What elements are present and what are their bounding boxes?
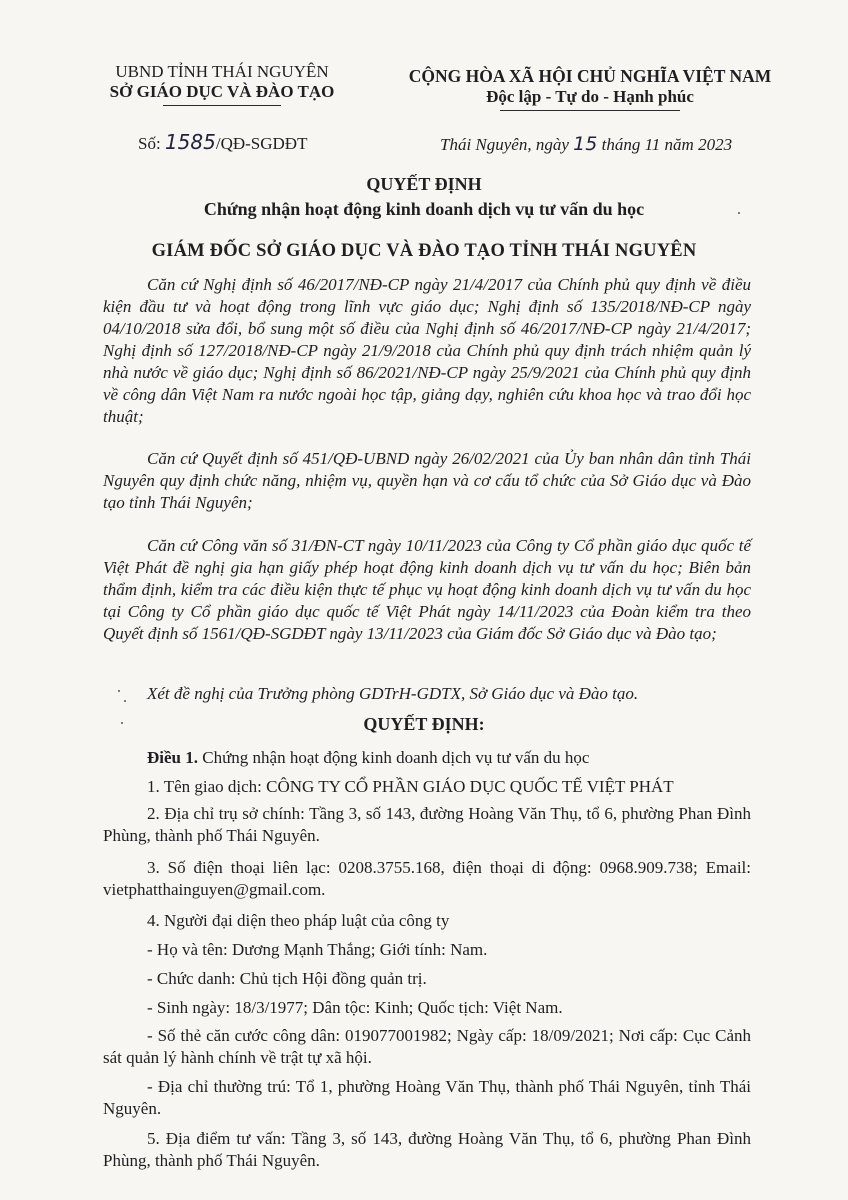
article-1: Điều 1. Chứng nhận hoạt động kinh doanh dịch vụ tư vấn du học xyxy=(147,748,590,767)
scan-speck xyxy=(118,690,120,692)
document-subtitle: Chứng nhận hoạt động kinh doanh dịch vụ tư vấn du học xyxy=(203,199,645,219)
national-motto: Độc lập - Tự do - Hạnh phúc xyxy=(486,87,694,106)
preamble-paragraph: Căn cứ Quyết định số 451/QĐ-UBND ngày 26/02/2021 của Ủy ban nhân dân tỉnh Thái Nguyên quy định chức năng, nhiệm vụ, quyền hạn và cơ cấu tổ chức của Sở Giáo dục và Đào tạo tỉnh Thái Nguyên; xyxy=(103,449,751,512)
header-underline-right xyxy=(500,110,680,111)
article-item: - Địa chỉ thường trú: Tổ 1, phường Hoàng Văn Thụ, thành phố Thái Nguyên, tỉnh Thái Nguyên. xyxy=(103,1077,751,1118)
scan-speck xyxy=(738,212,740,214)
handwritten-number: 1585 xyxy=(164,130,216,154)
handwritten-day: 15 xyxy=(573,133,598,155)
article-item: 4. Người đại diện theo pháp luật của công ty xyxy=(147,911,450,930)
article-item: 3. Số điện thoại liên lạc: 0208.3755.168, điện thoại di động: 0968.909.738; Email: vietphatthainguyen@gmail.com. xyxy=(103,858,751,899)
article-item: 5. Địa điểm tư vấn: Tầng 3, số 143, đường Hoàng Văn Thụ, tổ 6, phường Phan Đình Phùng, thành phố Thái Nguyên. xyxy=(103,1129,751,1170)
document-title: QUYẾT ĐỊNH xyxy=(366,174,482,194)
preamble-paragraph: Căn cứ Công văn số 31/ĐN-CT ngày 10/11/2023 của Công ty Cổ phần giáo dục quốc tế Việt Phát đề nghị gia hạn giấy phép hoạt động kinh doanh dịch vụ tư vấn du học; Biên bản thẩm định, kiểm tra các điều kiện thực tế phục vụ hoạt động kinh doanh dịch vụ tư vấn du học tại Công ty Cổ phần giáo dục quốc tế Việt Phát ngày 14/11/2023 của Đoàn kiểm tra theo Quyết định số 1561/QĐ-SGDĐT ngày 13/11/2023 của Giám đốc Sở Giáo dục và Đào tạo; xyxy=(103,536,751,643)
article-item: - Chức danh: Chủ tịch Hội đồng quản trị. xyxy=(147,969,427,988)
preamble-paragraph: Căn cứ Nghị định số 46/2017/NĐ-CP ngày 21/4/2017 của Chính phủ quy định về điều kiện đầu tư và hoạt động trong lĩnh vực giáo dục; Nghị định số 135/2018/NĐ-CP ngày 04/10/2018 sửa đổi, bổ sung một số điều của Nghị định số 46/2017/NĐ-CP ngày 21/4/2017; Nghị định số 127/2018/NĐ-CP ngày 21/9/2018 của Chính phủ quy định trách nhiệm quản lý nhà nước về giáo dục; Nghị định số 86/2021/NĐ-CP ngày 25/9/2021 của Chính phủ quy định về công dân Việt Nam ra nước ngoài học tập, giảng dạy, nghiên cứu khoa học và trao đổi học thuật; xyxy=(103,275,751,426)
article-item: 1. Tên giao dịch: CÔNG TY CỔ PHẦN GIÁO DỤC QUỐC TẾ VIỆT PHÁT xyxy=(147,777,674,796)
article-label: Điều 1. xyxy=(147,748,198,767)
article-item: 2. Địa chỉ trụ sở chính: Tầng 3, số 143, đường Hoàng Văn Thụ, tổ 6, phường Phan Đình Phùng, thành phố Thái Nguyên. xyxy=(103,804,751,845)
article-item: - Số thẻ căn cước công dân: 019077001982; Ngày cấp: 18/09/2021; Nơi cấp: Cục Cảnh sát quản lý hành chính về trật tự xã hội. xyxy=(103,1026,751,1067)
signing-authority-title: GIÁM ĐỐC SỞ GIÁO DỤC VÀ ĐÀO TẠO TỈNH THÁI NGUYÊN xyxy=(151,241,697,261)
scan-speck xyxy=(124,700,126,702)
province-committee-name: UBND TỈNH THÁI NGUYÊN xyxy=(115,62,329,81)
decision-heading: QUYẾT ĐỊNH: xyxy=(363,714,485,734)
national-title: CỘNG HÒA XÃ HỘI CHỦ NGHĨA VIỆT NAM xyxy=(408,66,772,86)
header-underline-left xyxy=(163,105,281,106)
scan-speck xyxy=(121,722,123,724)
issue-date: Thái Nguyên, ngày 15 tháng 11 năm 2023 xyxy=(440,133,733,155)
article-item: - Họ và tên: Dương Mạnh Thắng; Giới tính: Nam. xyxy=(147,940,488,959)
department-name: SỞ GIÁO DỤC VÀ ĐÀO TẠO xyxy=(109,82,335,101)
document-number: Số: 1585/QĐ-SGDĐT xyxy=(138,130,308,154)
article-item: - Sinh ngày: 18/3/1977; Dân tộc: Kinh; Quốc tịch: Việt Nam. xyxy=(147,998,563,1017)
national-heading-block xyxy=(380,66,800,111)
preamble-paragraph: Xét đề nghị của Trưởng phòng GDTrH-GDTX, Sở Giáo dục và Đào tạo. xyxy=(147,684,639,703)
issuing-authority-block xyxy=(92,62,352,106)
